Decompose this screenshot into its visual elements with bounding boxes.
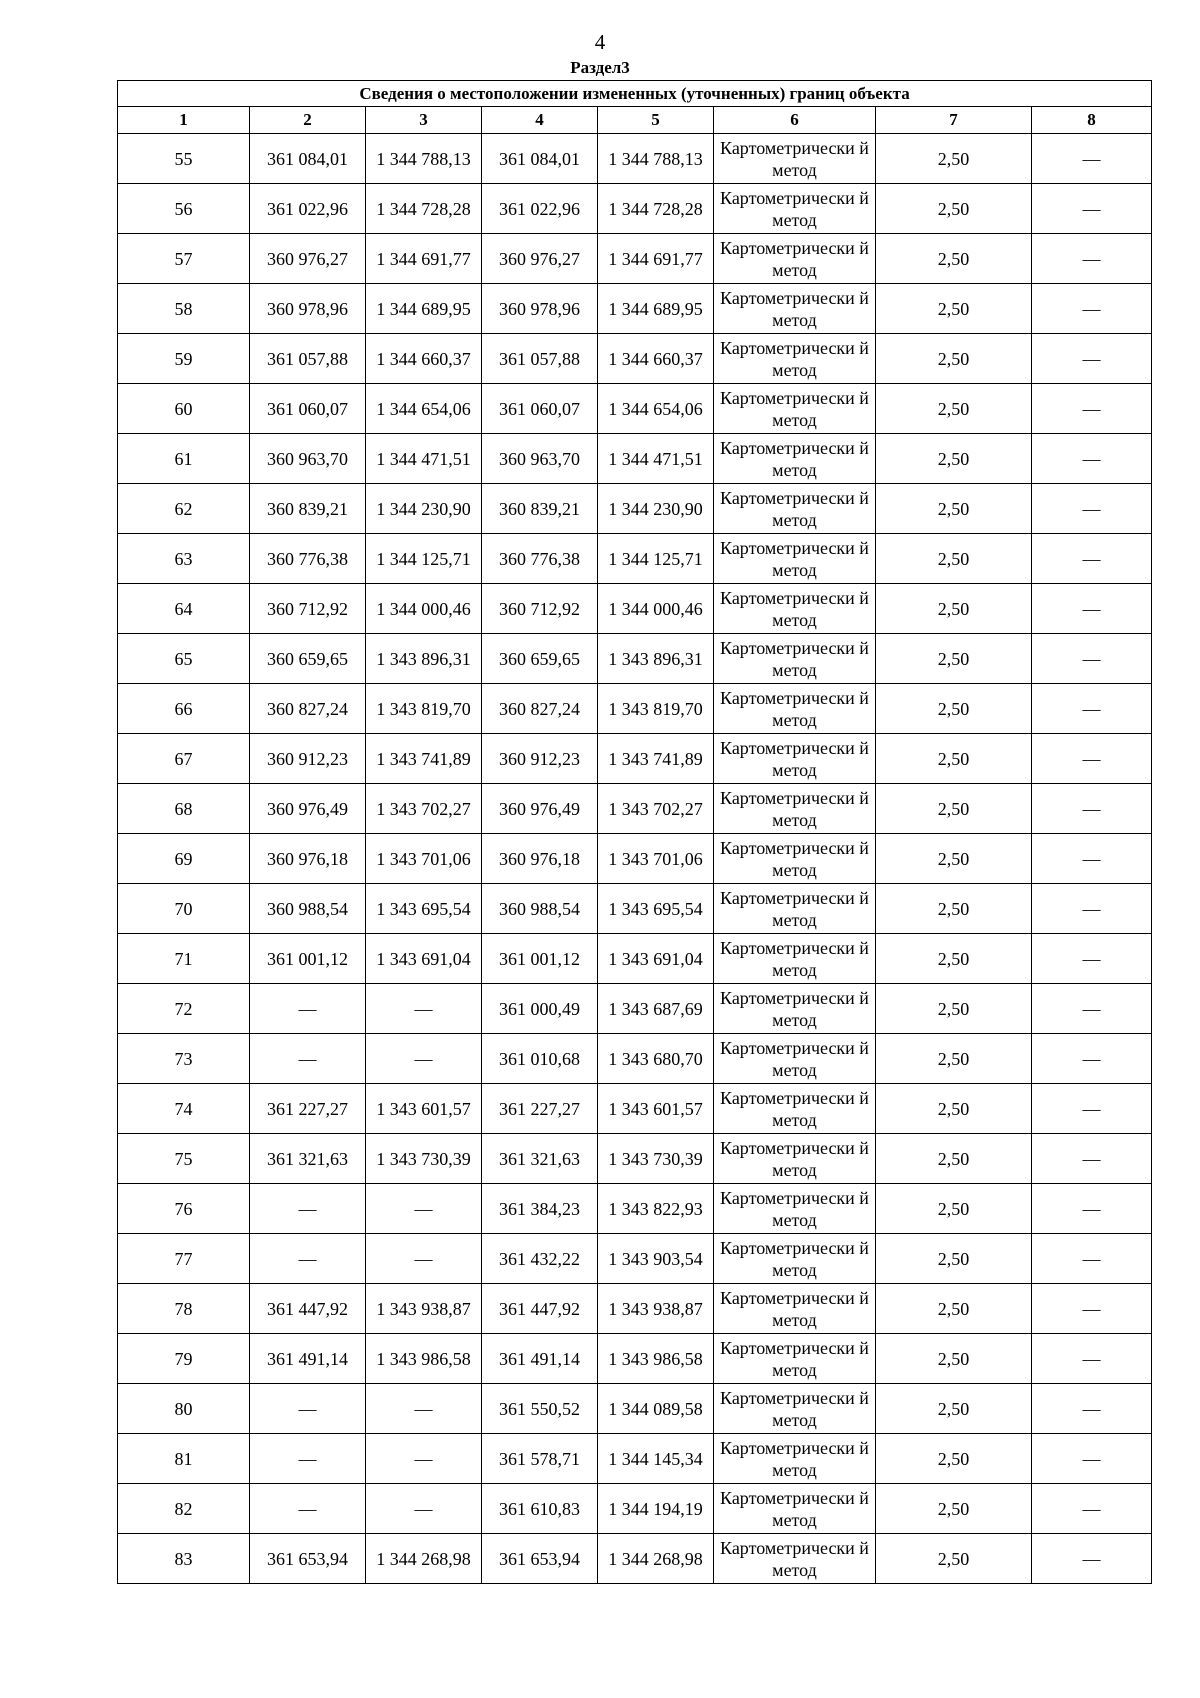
old-y-cell: 1 343 986,58: [366, 1334, 482, 1384]
description-cell: —: [1032, 834, 1152, 884]
old-x-cell: 361 001,12: [250, 934, 366, 984]
new-y-cell: 1 343 819,70: [598, 684, 714, 734]
old-x-cell: 360 839,21: [250, 484, 366, 534]
method-cell: Картометрически й метод: [714, 1384, 876, 1434]
table-row: [118, 784, 1152, 834]
description-cell: —: [1032, 1334, 1152, 1384]
accuracy-cell: 2,50: [876, 734, 1032, 784]
method-cell: Картометрически й метод: [714, 1334, 876, 1384]
description-cell: —: [1032, 734, 1152, 784]
point-number-cell: 55: [118, 134, 250, 184]
method-cell: Картометрически й метод: [714, 334, 876, 384]
method-cell: Картометрически й метод: [714, 1534, 876, 1584]
new-x-cell: 361 550,52: [482, 1384, 598, 1434]
method-cell: Картометрически й метод: [714, 384, 876, 434]
old-y-cell: 1 343 938,87: [366, 1284, 482, 1334]
old-y-cell: —: [366, 1384, 482, 1434]
table-row: [118, 1334, 1152, 1384]
method-cell: Картометрически й метод: [714, 1434, 876, 1484]
new-y-cell: 1 344 654,06: [598, 384, 714, 434]
accuracy-cell: 2,50: [876, 134, 1032, 184]
table-row: [118, 884, 1152, 934]
method-cell: Картометрически й метод: [714, 234, 876, 284]
point-number-cell: 78: [118, 1284, 250, 1334]
old-x-cell: —: [250, 1484, 366, 1534]
description-cell: —: [1032, 1284, 1152, 1334]
table-row: [118, 934, 1152, 984]
accuracy-cell: 2,50: [876, 1284, 1032, 1334]
accuracy-cell: 2,50: [876, 784, 1032, 834]
old-y-cell: 1 344 230,90: [366, 484, 482, 534]
old-y-cell: 1 344 268,98: [366, 1534, 482, 1584]
new-x-cell: 361 447,92: [482, 1284, 598, 1334]
new-x-cell: 360 976,18: [482, 834, 598, 884]
new-y-cell: 1 343 687,69: [598, 984, 714, 1034]
new-x-cell: 361 001,12: [482, 934, 598, 984]
accuracy-cell: 2,50: [876, 1434, 1032, 1484]
method-cell: Картометрически й метод: [714, 1484, 876, 1534]
point-number-cell: 75: [118, 1134, 250, 1184]
new-y-cell: 1 344 689,95: [598, 284, 714, 334]
old-y-cell: 1 344 728,28: [366, 184, 482, 234]
description-cell: —: [1032, 1234, 1152, 1284]
accuracy-cell: 2,50: [876, 534, 1032, 584]
accuracy-cell: 2,50: [876, 1134, 1032, 1184]
new-x-cell: 360 976,27: [482, 234, 598, 284]
method-cell: Картометрически й метод: [714, 884, 876, 934]
accuracy-cell: 2,50: [876, 684, 1032, 734]
old-y-cell: 1 344 654,06: [366, 384, 482, 434]
point-number-cell: 81: [118, 1434, 250, 1484]
accuracy-cell: 2,50: [876, 1534, 1032, 1584]
description-cell: —: [1032, 334, 1152, 384]
accuracy-cell: 2,50: [876, 834, 1032, 884]
table-row: [118, 1034, 1152, 1084]
table-title-row: [118, 81, 1152, 107]
old-x-cell: 360 912,23: [250, 734, 366, 784]
column-number-row: [118, 107, 1152, 134]
table-row: [118, 1284, 1152, 1334]
old-y-cell: 1 343 695,54: [366, 884, 482, 934]
point-number-cell: 61: [118, 434, 250, 484]
point-number-cell: 80: [118, 1384, 250, 1434]
method-cell: Картометрически й метод: [714, 434, 876, 484]
table-row: [118, 834, 1152, 884]
new-x-cell: 360 839,21: [482, 484, 598, 534]
point-number-cell: 64: [118, 584, 250, 634]
method-cell: Картометрически й метод: [714, 1184, 876, 1234]
old-y-cell: 1 344 788,13: [366, 134, 482, 184]
accuracy-cell: 2,50: [876, 334, 1032, 384]
old-y-cell: 1 344 689,95: [366, 284, 482, 334]
accuracy-cell: 2,50: [876, 634, 1032, 684]
new-y-cell: 1 344 230,90: [598, 484, 714, 534]
point-number-cell: 72: [118, 984, 250, 1034]
description-cell: —: [1032, 134, 1152, 184]
accuracy-cell: 2,50: [876, 984, 1032, 1034]
description-cell: —: [1032, 1434, 1152, 1484]
point-number-cell: 65: [118, 634, 250, 684]
new-y-cell: 1 343 822,93: [598, 1184, 714, 1234]
method-cell: Картометрически й метод: [714, 1284, 876, 1334]
table-row: [118, 534, 1152, 584]
table-row: [118, 984, 1152, 1034]
description-cell: —: [1032, 1484, 1152, 1534]
new-x-cell: 360 963,70: [482, 434, 598, 484]
new-x-cell: 360 659,65: [482, 634, 598, 684]
accuracy-cell: 2,50: [876, 1484, 1032, 1534]
description-cell: —: [1032, 584, 1152, 634]
new-x-cell: 361 227,27: [482, 1084, 598, 1134]
old-x-cell: 360 988,54: [250, 884, 366, 934]
table-row: [118, 284, 1152, 334]
old-x-cell: —: [250, 1234, 366, 1284]
point-number-cell: 67: [118, 734, 250, 784]
method-cell: Картометрически й метод: [714, 534, 876, 584]
new-x-cell: 361 010,68: [482, 1034, 598, 1084]
method-cell: Картометрически й метод: [714, 134, 876, 184]
column-number: 2: [250, 107, 366, 134]
method-cell: Картометрически й метод: [714, 934, 876, 984]
old-y-cell: —: [366, 1234, 482, 1284]
accuracy-cell: 2,50: [876, 234, 1032, 284]
old-x-cell: 360 978,96: [250, 284, 366, 334]
column-number: 5: [598, 107, 714, 134]
new-y-cell: 1 344 000,46: [598, 584, 714, 634]
new-y-cell: 1 344 125,71: [598, 534, 714, 584]
new-x-cell: 361 321,63: [482, 1134, 598, 1184]
point-number-cell: 68: [118, 784, 250, 834]
new-x-cell: 361 384,23: [482, 1184, 598, 1234]
new-y-cell: 1 343 938,87: [598, 1284, 714, 1334]
new-y-cell: 1 343 680,70: [598, 1034, 714, 1084]
description-cell: —: [1032, 234, 1152, 284]
accuracy-cell: 2,50: [876, 1184, 1032, 1234]
new-x-cell: 361 432,22: [482, 1234, 598, 1284]
table-row: [118, 584, 1152, 634]
accuracy-cell: 2,50: [876, 1084, 1032, 1134]
old-x-cell: 360 659,65: [250, 634, 366, 684]
old-x-cell: 361 321,63: [250, 1134, 366, 1184]
description-cell: —: [1032, 384, 1152, 434]
new-y-cell: 1 343 986,58: [598, 1334, 714, 1384]
old-y-cell: 1 343 702,27: [366, 784, 482, 834]
method-cell: Картометрически й метод: [714, 184, 876, 234]
point-number-cell: 74: [118, 1084, 250, 1134]
accuracy-cell: 2,50: [876, 434, 1032, 484]
table-row: [118, 734, 1152, 784]
accuracy-cell: 2,50: [876, 1234, 1032, 1284]
method-cell: Картометрически й метод: [714, 484, 876, 534]
table-row: [118, 434, 1152, 484]
new-y-cell: 1 343 691,04: [598, 934, 714, 984]
accuracy-cell: 2,50: [876, 284, 1032, 334]
old-x-cell: 360 776,38: [250, 534, 366, 584]
point-number-cell: 83: [118, 1534, 250, 1584]
coordinates-table: [117, 80, 1152, 1584]
accuracy-cell: 2,50: [876, 384, 1032, 434]
method-cell: Картометрически й метод: [714, 734, 876, 784]
accuracy-cell: 2,50: [876, 934, 1032, 984]
accuracy-cell: 2,50: [876, 584, 1032, 634]
new-x-cell: 361 060,07: [482, 384, 598, 434]
new-y-cell: 1 343 701,06: [598, 834, 714, 884]
new-y-cell: 1 344 268,98: [598, 1534, 714, 1584]
point-number-cell: 60: [118, 384, 250, 434]
accuracy-cell: 2,50: [876, 1384, 1032, 1434]
description-cell: —: [1032, 484, 1152, 534]
new-x-cell: 360 712,92: [482, 584, 598, 634]
point-number-cell: 57: [118, 234, 250, 284]
accuracy-cell: 2,50: [876, 484, 1032, 534]
new-y-cell: 1 344 788,13: [598, 134, 714, 184]
table-row: [118, 1234, 1152, 1284]
new-y-cell: 1 343 730,39: [598, 1134, 714, 1184]
old-x-cell: 361 022,96: [250, 184, 366, 234]
accuracy-cell: 2,50: [876, 184, 1032, 234]
table-body: [118, 134, 1152, 1584]
table-row: [118, 384, 1152, 434]
table-row: [118, 134, 1152, 184]
old-y-cell: 1 343 741,89: [366, 734, 482, 784]
old-x-cell: 361 060,07: [250, 384, 366, 434]
table-row: [118, 1534, 1152, 1584]
old-x-cell: 361 227,27: [250, 1084, 366, 1134]
new-y-cell: 1 344 471,51: [598, 434, 714, 484]
new-x-cell: 361 578,71: [482, 1434, 598, 1484]
new-x-cell: 360 978,96: [482, 284, 598, 334]
point-number-cell: 73: [118, 1034, 250, 1084]
table-row: [118, 1184, 1152, 1234]
old-x-cell: 360 963,70: [250, 434, 366, 484]
old-y-cell: 1 343 701,06: [366, 834, 482, 884]
old-x-cell: —: [250, 1184, 366, 1234]
old-x-cell: —: [250, 1384, 366, 1434]
method-cell: Картометрически й метод: [714, 634, 876, 684]
old-x-cell: 360 976,49: [250, 784, 366, 834]
new-x-cell: 361 057,88: [482, 334, 598, 384]
old-y-cell: 1 344 660,37: [366, 334, 482, 384]
point-number-cell: 69: [118, 834, 250, 884]
old-y-cell: 1 344 471,51: [366, 434, 482, 484]
old-x-cell: 361 057,88: [250, 334, 366, 384]
old-y-cell: 1 343 896,31: [366, 634, 482, 684]
old-x-cell: 360 976,27: [250, 234, 366, 284]
new-y-cell: 1 343 695,54: [598, 884, 714, 934]
old-y-cell: 1 343 819,70: [366, 684, 482, 734]
old-y-cell: —: [366, 1034, 482, 1084]
method-cell: Картометрически й метод: [714, 984, 876, 1034]
accuracy-cell: 2,50: [876, 884, 1032, 934]
old-x-cell: —: [250, 984, 366, 1034]
point-number-cell: 62: [118, 484, 250, 534]
description-cell: —: [1032, 934, 1152, 984]
point-number-cell: 82: [118, 1484, 250, 1534]
old-y-cell: —: [366, 1484, 482, 1534]
point-number-cell: 77: [118, 1234, 250, 1284]
new-y-cell: 1 343 702,27: [598, 784, 714, 834]
description-cell: —: [1032, 1134, 1152, 1184]
column-number: 7: [876, 107, 1032, 134]
new-y-cell: 1 344 194,19: [598, 1484, 714, 1534]
method-cell: Картометрически й метод: [714, 784, 876, 834]
description-cell: —: [1032, 884, 1152, 934]
table-row: [118, 684, 1152, 734]
old-x-cell: 361 653,94: [250, 1534, 366, 1584]
method-cell: Картометрически й метод: [714, 684, 876, 734]
new-y-cell: 1 344 145,34: [598, 1434, 714, 1484]
point-number-cell: 76: [118, 1184, 250, 1234]
table-row: [118, 1434, 1152, 1484]
old-y-cell: 1 344 125,71: [366, 534, 482, 584]
old-x-cell: 360 712,92: [250, 584, 366, 634]
description-cell: —: [1032, 1084, 1152, 1134]
new-y-cell: 1 344 660,37: [598, 334, 714, 384]
new-x-cell: 361 022,96: [482, 184, 598, 234]
table-row: [118, 1084, 1152, 1134]
old-x-cell: —: [250, 1034, 366, 1084]
old-x-cell: 360 976,18: [250, 834, 366, 884]
old-x-cell: —: [250, 1434, 366, 1484]
new-x-cell: 361 000,49: [482, 984, 598, 1034]
method-cell: Картометрически й метод: [714, 584, 876, 634]
new-y-cell: 1 343 896,31: [598, 634, 714, 684]
description-cell: —: [1032, 1534, 1152, 1584]
table-title: Сведения о местоположении измененных (уточненных) границ объекта: [118, 81, 1152, 107]
description-cell: —: [1032, 1384, 1152, 1434]
old-y-cell: 1 343 730,39: [366, 1134, 482, 1184]
section-title: Раздел3: [570, 58, 630, 77]
method-cell: Картометрически й метод: [714, 834, 876, 884]
new-x-cell: 360 827,24: [482, 684, 598, 734]
new-y-cell: 1 343 601,57: [598, 1084, 714, 1134]
point-number-cell: 70: [118, 884, 250, 934]
new-y-cell: 1 344 728,28: [598, 184, 714, 234]
point-number-cell: 79: [118, 1334, 250, 1384]
description-cell: —: [1032, 1184, 1152, 1234]
table-row: [118, 234, 1152, 284]
new-y-cell: 1 343 903,54: [598, 1234, 714, 1284]
new-x-cell: 361 491,14: [482, 1334, 598, 1384]
column-number: 6: [714, 107, 876, 134]
description-cell: —: [1032, 434, 1152, 484]
old-y-cell: 1 343 601,57: [366, 1084, 482, 1134]
description-cell: —: [1032, 984, 1152, 1034]
description-cell: —: [1032, 184, 1152, 234]
old-y-cell: —: [366, 984, 482, 1034]
old-y-cell: 1 344 000,46: [366, 584, 482, 634]
column-number: 8: [1032, 107, 1152, 134]
old-y-cell: —: [366, 1434, 482, 1484]
new-y-cell: 1 343 741,89: [598, 734, 714, 784]
new-x-cell: 360 976,49: [482, 784, 598, 834]
table-row: [118, 634, 1152, 684]
old-y-cell: 1 344 691,77: [366, 234, 482, 284]
old-x-cell: 361 447,92: [250, 1284, 366, 1334]
method-cell: Картометрически й метод: [714, 284, 876, 334]
point-number-cell: 58: [118, 284, 250, 334]
method-cell: Картометрически й метод: [714, 1134, 876, 1184]
new-x-cell: 361 084,01: [482, 134, 598, 184]
point-number-cell: 59: [118, 334, 250, 384]
table-row: [118, 1134, 1152, 1184]
table-row: [118, 184, 1152, 234]
point-number-cell: 66: [118, 684, 250, 734]
table-row: [118, 1384, 1152, 1434]
old-y-cell: 1 343 691,04: [366, 934, 482, 984]
column-number: 3: [366, 107, 482, 134]
method-cell: Картометрически й метод: [714, 1234, 876, 1284]
description-cell: —: [1032, 684, 1152, 734]
accuracy-cell: 2,50: [876, 1034, 1032, 1084]
accuracy-cell: 2,50: [876, 1334, 1032, 1384]
new-y-cell: 1 344 691,77: [598, 234, 714, 284]
column-number: 1: [118, 107, 250, 134]
table-row: [118, 1484, 1152, 1534]
description-cell: —: [1032, 284, 1152, 334]
description-cell: —: [1032, 534, 1152, 584]
new-x-cell: 361 610,83: [482, 1484, 598, 1534]
new-x-cell: 361 653,94: [482, 1534, 598, 1584]
point-number-cell: 63: [118, 534, 250, 584]
description-cell: —: [1032, 634, 1152, 684]
description-cell: —: [1032, 1034, 1152, 1084]
old-x-cell: 361 491,14: [250, 1334, 366, 1384]
page-number: 4: [594, 30, 606, 54]
table-row: [118, 334, 1152, 384]
new-x-cell: 360 988,54: [482, 884, 598, 934]
point-number-cell: 71: [118, 934, 250, 984]
old-x-cell: 360 827,24: [250, 684, 366, 734]
method-cell: Картометрически й метод: [714, 1034, 876, 1084]
old-y-cell: —: [366, 1184, 482, 1234]
new-x-cell: 360 776,38: [482, 534, 598, 584]
new-y-cell: 1 344 089,58: [598, 1384, 714, 1434]
description-cell: —: [1032, 784, 1152, 834]
column-number: 4: [482, 107, 598, 134]
point-number-cell: 56: [118, 184, 250, 234]
method-cell: Картометрически й метод: [714, 1084, 876, 1134]
old-x-cell: 361 084,01: [250, 134, 366, 184]
table-row: [118, 484, 1152, 534]
new-x-cell: 360 912,23: [482, 734, 598, 784]
